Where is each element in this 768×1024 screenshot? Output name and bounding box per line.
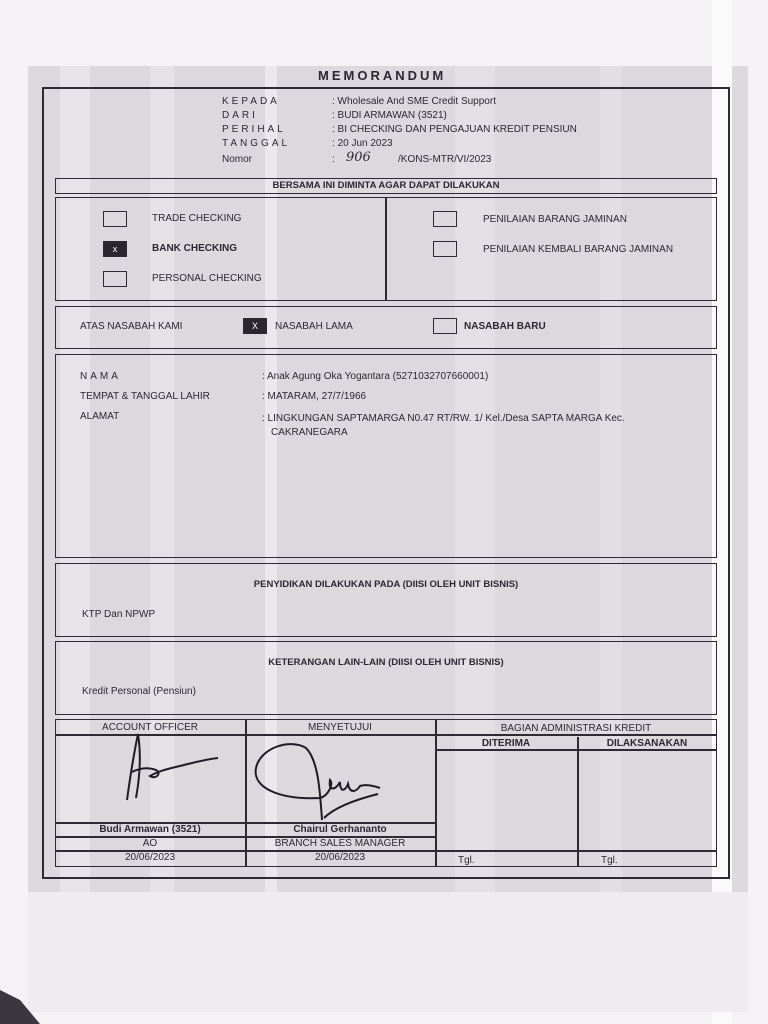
memo-title: MEMORANDUM [318,68,447,83]
perihal-value: : BI CHECKING DAN PENGAJUAN KREDIT PENSIUN [332,124,577,135]
nasabah-lama-checkbox[interactable]: X [243,318,267,334]
dari-value: : BUDI ARMAWAN (3521) [332,110,447,121]
trade-checking-label: TRADE CHECKING [152,213,242,224]
nama-value: : Anak Agung Oka Yogantara (5271032707660001) [262,371,489,382]
notes-value: Kredit Personal (Pensiun) [82,686,196,697]
penilaian-kembali-checkbox[interactable] [433,241,457,257]
approver-name: Chairul Gerhananto [293,824,387,835]
sig-col-divider-3 [577,737,579,867]
customer-type-label: ATAS NASABAH KAMI [80,321,183,332]
ttl-value: : MATARAM, 27/7/1966 [262,391,367,402]
officer-date: 20/06/2023 [124,852,176,863]
nomor-colon: : [332,154,335,165]
investigation-section [55,563,717,637]
admin-header: BAGIAN ADMINISTRASI KREDIT [500,723,652,734]
penilaian-kembali-label: PENILAIAN KEMBALI BARANG JAMINAN [483,244,674,255]
account-officer-header: ACCOUNT OFFICER [102,722,198,733]
received-header: DITERIMA [481,738,531,749]
checks-divider [385,197,387,301]
trade-checking-checkbox[interactable] [103,211,127,227]
notes-title: KETERANGAN LAIN-LAIN (DIISI OLEH UNIT BISNIS) [268,657,504,668]
penilaian-jaminan-label: PENILAIAN BARANG JAMINAN [483,214,627,225]
officer-name: Budi Armawan (3521) [99,824,201,835]
request-banner-text: BERSAMA INI DIMINTA AGAR DAPAT DILAKUKAN [272,180,500,191]
alamat-label: ALAMAT [80,411,120,422]
nomor-suffix: /KONS-MTR/VI/2023 [398,154,492,165]
bank-checking-checkbox[interactable]: x [103,241,127,257]
received-date-label: Tgl. [458,855,475,866]
notes-section [55,641,717,715]
penilaian-jaminan-checkbox[interactable] [433,211,457,227]
tanggal-value: : 20 Jun 2023 [332,138,393,149]
nasabah-baru-checkbox[interactable] [433,318,457,334]
approver-date: 20/06/2023 [314,852,366,863]
personal-checking-checkbox[interactable] [103,271,127,287]
ttl-label: TEMPAT & TANGGAL LAHIR [80,391,210,402]
kepada-label: KEPADA [222,96,280,107]
approver-role: BRANCH SALES MANAGER [274,838,406,849]
dari-label: DARI [222,110,258,121]
kepada-value: : Wholesale And SME Credit Support [332,96,496,107]
investigation-value: KTP Dan NPWP [82,609,156,620]
admin-subheader-line [435,749,717,751]
nama-label: NAMA [80,371,121,382]
personal-checking-label: PERSONAL CHECKING [152,273,262,284]
executed-date-label: Tgl. [601,855,618,866]
nomor-handwritten: 906 [346,150,371,165]
approver-header: MENYETUJUI [308,722,372,733]
tanggal-label: TANGGAL [222,138,291,149]
alamat-value-line1: : LINGKUNGAN SAPTAMARGA N0.47 RT/RW. 1/ Kel./Desa SAPTA MARGA Kec. [262,413,625,424]
nomor-label: Nomor [222,154,253,165]
investigation-title: PENYIDIKAN DILAKUKAN PADA (DIISI OLEH UNIT BISNIS) [253,579,519,590]
perihal-label: PERIHAL [222,124,286,135]
approver-signature [250,740,390,830]
alamat-value-line2: CAKRANEGARA [271,427,348,438]
nasabah-lama-label: NASABAH LAMA [275,321,353,332]
officer-role: AO [142,838,158,849]
executed-header: DILAKSANAKAN [606,738,688,749]
officer-signature [100,728,230,808]
customer-data-section [55,354,717,558]
bank-checking-label: BANK CHECKING [152,243,237,254]
nasabah-baru-label: NASABAH BARU [464,321,546,332]
